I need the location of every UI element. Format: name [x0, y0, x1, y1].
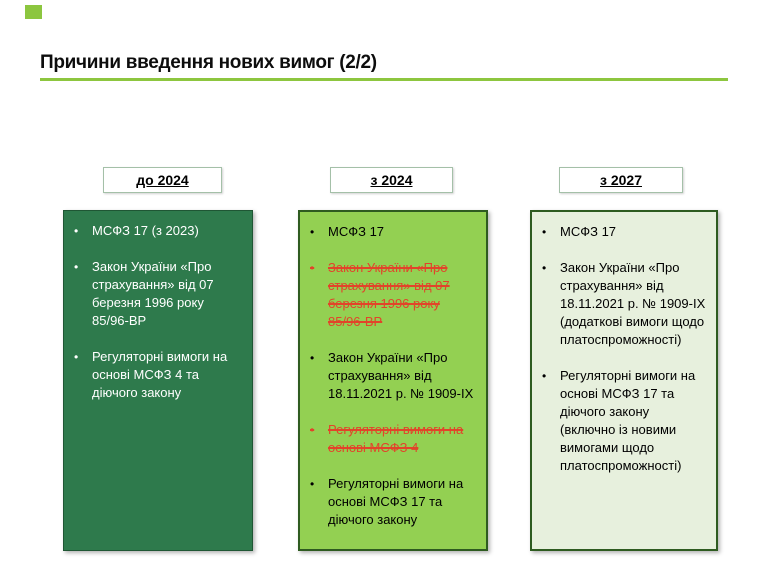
title-underline-rule	[40, 78, 728, 81]
bullet-list	[542, 223, 708, 475]
bullet-item	[310, 475, 478, 529]
column-header-label: з 2027	[600, 172, 642, 188]
bullet-item-text: Закон України «Про страхування» від 18.11.2021 р. № 1909-IX (додаткові вимоги щодо платоспроможності)	[560, 260, 706, 347]
bullet-item	[542, 367, 708, 475]
bullet-icon: •	[310, 423, 315, 437]
bullet-item-struck	[310, 259, 478, 331]
bullet-item-text: Закон України «Про страхування» від 07 березня 1996 року 85/96-ВР	[328, 260, 450, 329]
column-header-from-2027	[559, 167, 683, 193]
bullet-item-struck	[310, 421, 478, 457]
bullet-icon: •	[310, 477, 315, 491]
bullet-item	[542, 223, 708, 241]
bullet-icon: •	[74, 350, 79, 364]
bullet-item	[74, 258, 244, 330]
green-accent-square	[25, 5, 42, 19]
bullet-item	[74, 222, 244, 240]
bullet-icon: •	[542, 261, 547, 275]
bullet-item	[542, 259, 708, 349]
page-title: Причини введення нових вимог (2/2)	[40, 52, 377, 73]
requirements-box-before-2024	[63, 210, 253, 551]
bullet-list	[74, 222, 244, 402]
bullet-item-text: Регуляторні вимоги на основі МСФЗ 17 та діючого закону	[328, 476, 464, 527]
requirements-box-from-2024	[298, 210, 488, 551]
bullet-icon: •	[74, 224, 79, 238]
bullet-item-text: Закон України «Про страхування» від 07 березня 1996 року 85/96-ВР	[92, 259, 214, 328]
bullet-item-text: Закон України «Про страхування» від 18.11.2021 р. № 1909-IX	[328, 350, 474, 401]
bullet-item-text: МСФЗ 17	[560, 224, 617, 239]
bullet-icon: •	[542, 369, 547, 383]
bullet-item-text: Регуляторні вимоги на основі МСФЗ 4 та діючого закону	[92, 349, 228, 400]
column-header-from-2024	[330, 167, 453, 193]
bullet-icon: •	[542, 225, 547, 239]
bullet-item-text: МСФЗ 17	[328, 224, 385, 239]
column-header-label: з 2024	[370, 172, 413, 188]
bullet-item	[310, 349, 478, 403]
bullet-item	[74, 348, 244, 402]
bullet-icon: •	[310, 351, 315, 365]
bullet-item-text: МСФЗ 17 (з 2023)	[92, 223, 199, 238]
bullet-item	[310, 223, 478, 241]
bullet-list	[310, 223, 478, 529]
requirements-box-from-2027	[530, 210, 718, 551]
bullet-icon: •	[74, 260, 79, 274]
column-header-label: до 2024	[136, 172, 189, 188]
bullet-icon: •	[310, 225, 315, 239]
bullet-item-text: Регуляторні вимоги на основі МСФЗ 17 та діючого закону (включно із новими вимогами щодо платоспроможності)	[560, 368, 696, 473]
bullet-item-text: Регуляторні вимоги на основі МСФЗ 4	[328, 422, 464, 455]
column-header-before-2024	[103, 167, 222, 193]
bullet-icon: •	[310, 261, 315, 275]
